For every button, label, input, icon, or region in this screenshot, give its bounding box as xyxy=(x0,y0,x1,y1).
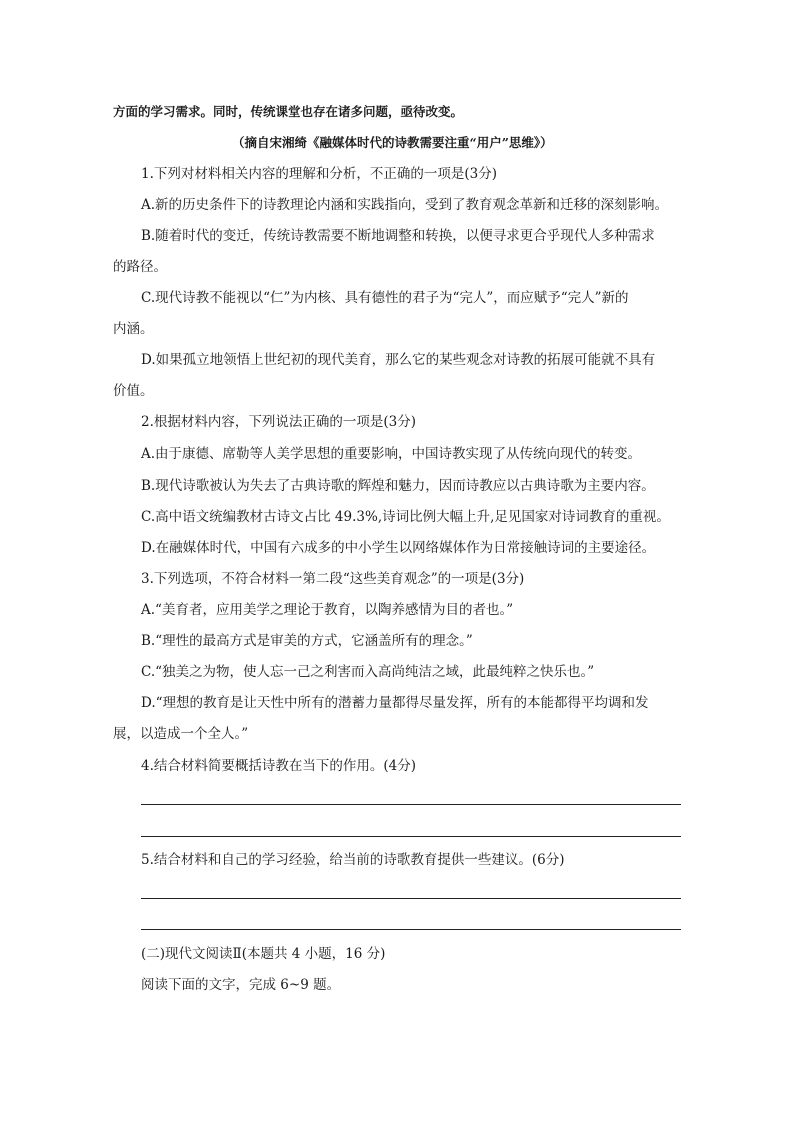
question-2-option-d: D.在融媒体时代，中国有六成多的中小学生以网络媒体作为日常接触诗词的主要途径。 xyxy=(141,540,656,556)
question-1-stem: 1.下列对材料相关内容的理解和分析，不正确的一项是(3分) xyxy=(141,166,498,182)
question-1-option-b-cont: 的路径。 xyxy=(113,259,167,275)
question-3-option-c: C.“独美之为物，使人忘一己之利害而入高尚纯洁之域，此最纯粹之快乐也。” xyxy=(141,664,595,680)
answer-line[interactable] xyxy=(141,836,681,837)
question-1-option-b: B.随着时代的变迁，传统诗教需要不断地调整和转换，以便寻求更合乎现代人多种需求 xyxy=(141,228,655,244)
question-3-option-a: A.“美育者，应用美学之理论于教育，以陶养感情为目的者也。” xyxy=(141,602,514,618)
question-1-option-a: A.新的历史条件下的诗教理论内涵和实践指向，受到了教育观念革新和迁移的深刻影响。 xyxy=(141,197,669,213)
intro-continued-text: 方面的学习需求。同时，传统课堂也存在诸多问题，亟待改变。 xyxy=(113,104,464,119)
answer-line[interactable] xyxy=(141,929,681,930)
question-2-option-c: C.高中语文统编教材古诗文占比 49.3%,诗词比例大幅上升,足见国家对诗词教育的重视。 xyxy=(141,509,670,525)
question-1-option-c: C.现代诗教不能视以“仁”为内核、具有德性的君子为“完人”，而应赋予“完人”新的 xyxy=(141,290,629,306)
answer-line[interactable] xyxy=(141,898,681,899)
question-1-option-d-cont: 价值。 xyxy=(113,383,154,399)
section-heading: (二)现代文阅读Ⅱ(本题共 4 小题，16 分) xyxy=(141,946,386,962)
question-5-stem: 5.结合材料和自己的学习经验，给当前的诗歌教育提供一些建议。(6分) xyxy=(141,852,565,868)
question-4-stem: 4.结合材料简要概括诗教在当下的作用。(4分) xyxy=(141,758,417,774)
question-3-option-d-cont: 展，以造成一个全人。” xyxy=(113,726,249,742)
question-3-option-b: B.“理性的最高方式是审美的方式，它涵盖所有的理念。” xyxy=(141,633,473,649)
question-2-option-b: B.现代诗歌被认为失去了古典诗歌的辉煌和魅力，因而诗教应以古典诗歌为主要内容。 xyxy=(141,478,655,494)
answer-line[interactable] xyxy=(141,804,681,805)
question-2-stem: 2.根据材料内容，下列说法正确的一项是(3分) xyxy=(141,414,417,430)
section-instruction: 阅读下面的文字，完成 6~9 题。 xyxy=(141,977,341,993)
source-citation: （摘自宋湘绮《融媒体时代的诗教需要注重“用户”思维》） xyxy=(232,135,553,150)
question-2-option-a: A.由于康德、席勒等人美学思想的重要影响，中国诗教实现了从传统向现代的转变。 xyxy=(141,446,642,462)
question-1-option-c-cont: 内涵。 xyxy=(113,321,154,337)
question-1-option-d: D.如果孤立地领悟上世纪初的现代美育，那么它的某些观念对诗教的拓展可能就不具有 xyxy=(141,352,656,368)
question-3-stem: 3.下列选项，不符合材料一第二段“这些美育观念”的一项是(3分) xyxy=(141,571,525,587)
question-3-option-d: D.“理想的教育是让天性中所有的潜蓄力量都得尽量发挥，所有的本能都得平均调和发 xyxy=(141,695,649,711)
